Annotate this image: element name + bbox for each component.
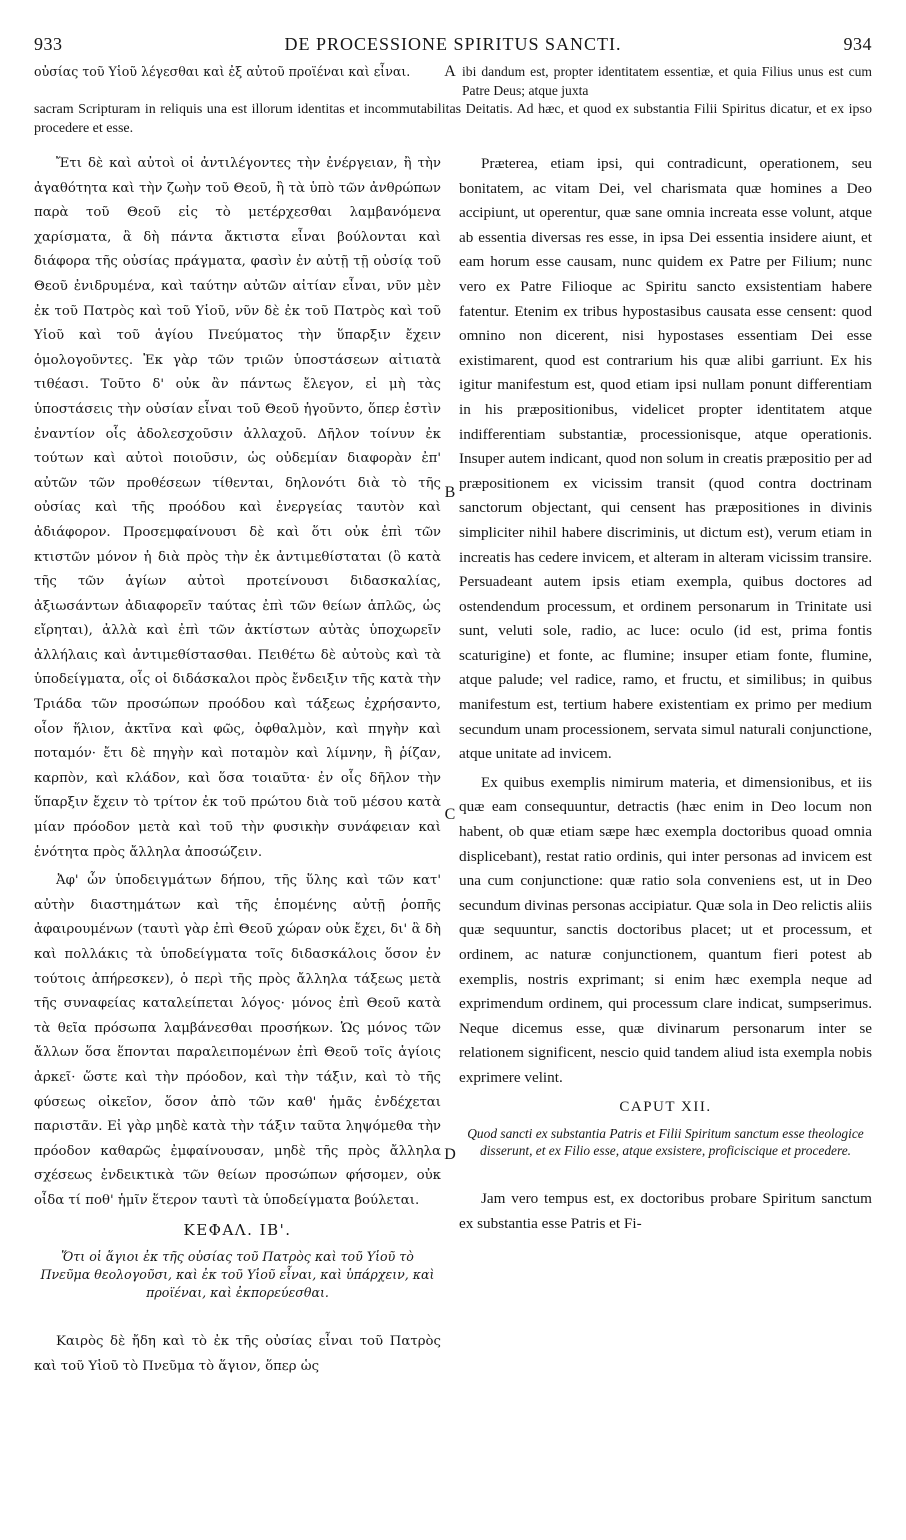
latin-column bbox=[459, 152, 872, 1236]
latin-paragraph-3: Jam vero tempus est, ex doctoribus probare Spiritum sanctum ex substantia esse Patris et Fi- bbox=[459, 1190, 872, 1232]
running-header bbox=[34, 34, 872, 60]
latin-chapter-summary: Quod sancti ex substantia Patris et Filii Spiritum sanctum esse theologice disserunt, et ex Filio esse, atque exsistere, proficiscique et procedere. bbox=[467, 1126, 864, 1159]
running-title: DE PROCESSIONE SPIRITUS SANCTI. bbox=[284, 34, 622, 54]
greek-chapter-summary: Ὅτι οἱ ἅγιοι ἐκ τῆς οὐσίας τοῦ Πατρὸς καὶ τοῦ Υἱοῦ τὸ Πνεῦμα θεολογοῦσι, καὶ ἐκ τοῦ Υἱοῦ εἶναι, καὶ ὑπάρχειν, καὶ προϊέναι, καὶ ἐκπορεύεσθαι. bbox=[40, 1249, 435, 1301]
greek-paragraph-2: Ἀφ' ὧν ὑποδειγμάτων δήπου, τῆς ὕλης καὶ τῶν κατ' αὐτὴν διαστημάτων καὶ τῆς ἑπομένης αὐτῇ ῥοπῆς ἀφαιρουμένων (ταυτὶ γὰρ ἐπὶ Θεοῦ χώραν οὐκ ἔχει, δι' ἃ δὴ καὶ πολλάκις τὰ ὑποδείγματα τοῖς διδασκάλοις ὅσον ἐν τούτοις ἀπήρεσκεν), ὁ περὶ τῆς πρὸς ἄλληλα τάξεως μετὰ τῆς συναφείας καταλείπεται λόγος· μόνος ἐπὶ Θεοῦ κατὰ τὰ θεῖα πρόσωπα λαμβάνεσθαι προσήκων. Ὡς μόνος τῶν ἄλλων ὅσα ἕπονται παραλειπομένων ἐπὶ Θεοῦ τοῖς ἁγίοις ἀρκεῖ· ὥστε καὶ τὴν πρόοδον, καὶ τὴν τάξιν, καὶ τὸ τῆς φύσεως οἰκεῖον, ὅσον ἀπὸ τῶν καθ' ἡμᾶς ἐνδέχεται παριστᾶν. Εἰ γὰρ μηδὲ κατὰ τὴν τάξιν ταῦτα ληψόμεθα τὴν πρόοδον καθαρῶς ἐμφαίνουσαν, μηδὲ τῆς πρὸς ἄλληλα σχέσεως ἐνδεικτικὰ τῶν θείων προσώπων φήσομεν, οὐκ οἶδα τί ποθ' ἡμῖν ἕτερον ταυτὶ τὰ ὑποδείγματα βούλεται. bbox=[34, 873, 441, 1208]
greek-column bbox=[34, 152, 441, 1379]
latin-paragraph-2: Ex quibus exemplis nimirum materia, et dimensionibus, et iis quæ eam consequuntur, detractis (hæc enim in Deo locum non habent, ob quæ etiam sæpe hæc exempla doctoribus quoad omnia displicebant), restat ratio ordinis, qui inter personas ad invicem est una cum conjunctione: quæ ratio sola conveniens est, ut in Deo secundum divinas personas accipiatur. Quæ sola in Deo relictis aliis quæ sequuntur, sanctis doctoribus placet; ut et processum, et ordinem, ac naturæ conjunctionem, quantum fieri potest ab exemplis, nostris exprimant; si enim hæc exempla neque ad exprimendum ordinem, qui processum clare indicat, sumpserimus. Neque dicemus esse, quæ divinarum personarum inter se relationem significent, nescio quid tandem aliud ista exempla nobis exprimere velint. bbox=[459, 773, 872, 1086]
margin-marker-c: C bbox=[444, 806, 456, 823]
margin-marker-d: D bbox=[444, 1146, 456, 1163]
greek-paragraph-3: Καιρὸς δὲ ἤδη καὶ τὸ ἐκ τῆς οὐσίας εἶναι τοῦ Πατρὸς καὶ τοῦ Υἱοῦ τὸ Πνεῦμα τὸ ἅγιον, ὅπερ ὡς bbox=[34, 1334, 441, 1374]
greek-top-continuation: οὐσίας τοῦ Υἱοῦ λέγεσθαι καὶ ἐξ αὐτοῦ προϊέναι καὶ εἶναι. bbox=[34, 64, 411, 79]
page-number-left: 933 bbox=[34, 34, 63, 54]
latin-paragraph-1: Præterea, etiam ipsi, qui contradicunt, operationem, seu bonitatem, ac vitam Dei, vel charismata quæ homines a Deo accipiunt, ut operentur, quæ sane omnia increata esse volunt, atque ab essentia diversas res esse, in ipsa Dei essentia insidere aiunt, et eam horum esse causam, nunc quidem ex Patre per Filium; nunc vero ex Patre Filioque ac Spiritu sancto exsistentiam habere fatentur. Etenim ex tribus hypostasibus causata esse censent: quod omnino non dicerent, nisi hypostases essentiam Dei esse existimarent, quod est contrarium his quæ alibi garriunt. Ex his igitur manifestum est, quod etiam ipsi nullam ponunt differentiam in his præpositionibus, videlicet propter identitatem atque indifferentiam substantiæ, processionisque, atque operationis. Insuper autem indicant, quod non solum in creatis præpositio per ad præpositionem ex vicissim transit (quod contra doctrinam sanctorum objectant, qui censent has præpositiones in divinis simpliciter nihil habere discriminis, ut dictum est), verum etiam in increatis has cedere invicem, et alteram in alteram vicissim transire. Persuadeant autem ipsis etiam exempla, quibus doctores ad ostendendum processum, et ordinem personarum in Trinitate usi sunt, veluti sole, radio, ac luce: oculo (id est, prima fontis scaturigine) et fonte, ac flumine; insuper etiam fonte, flumine, atque palude; vel radice, ramo, et fructu, et similibus; in quibus manifestum est, tertium habere existentiam ex primo per medium secundum unam processionem, servata simul naturali conjunctione, atque unitate ad invicem. bbox=[459, 155, 872, 763]
margin-marker-a: A bbox=[444, 63, 456, 80]
margin-marker-b: B bbox=[444, 484, 456, 501]
greek-chapter-heading: ΚΕΦΑΛ. ΙΒ'. bbox=[183, 1220, 292, 1239]
latin-chapter-heading: CAPUT XII. bbox=[619, 1098, 712, 1115]
page-number-right: 934 bbox=[843, 34, 872, 54]
latin-top-continuation: ibi dandum est, propter identitatem essentiæ, et quia Filius unus est cum Patre Deus; atque juxta bbox=[462, 64, 872, 98]
latin-full-width-line: sacram Scripturam in reliquis una est illorum identitas et incommutabilitas Deitatis. Ad hæc, et quod ex substantia Filii Spiritus dicatur, et ex ipso procedere et esse. bbox=[34, 102, 872, 136]
greek-paragraph-1: Ἔτι δὲ καὶ αὐτοὶ οἱ ἀντιλέγοντες τὴν ἐνέργειαν, ἢ τὴν ἀγαθότητα καὶ τὴν ζωὴν τοῦ Θεοῦ, ἢ τὰ ὑπὸ τῶν ἀνθρώπων παρὰ τοῦ Θεοῦ εἰς τὸ μετέρχεσθαι λαμβανόμενα χαρίσματα, ἃ δὴ πάντα ἄκτιστα εἶναι βούλονται καὶ διάφορα τῆς οὐσίας πράγματα, φασὶν ἐν αὐτῇ τῇ οὐσίᾳ τοῦ Θεοῦ ἐνιδρυμένα, καὶ ταύτην αὐτῶν αἰτίαν εἶναι, νῦν μὲν ἐκ τοῦ Πατρὸς καὶ τοῦ Υἱοῦ, νῦν δὲ ἐκ τοῦ Πατρὸς καὶ τοῦ Υἱοῦ καὶ τοῦ ἁγίου Πνεύματος τὴν ὕπαρξιν ἔχειν ὁμολογοῦντες. Ἐκ γὰρ τῶν τριῶν ὑποστάσεων αἰτιατὰ τιθέασι. Τοῦτο δ' οὐκ ἂν πάντως ἔλεγον, εἰ μὴ τὰς ὑποστάσεις τὴν οὐσίαν εἶναι τοῦ Θεοῦ ἡγοῦντο, ὅπερ ἐστὶν ἐναντίον οἷς ἀδολεσχοῦσιν ἀλλαχοῦ. Δῆλον τοίνυν ἐκ τούτων καὶ αὐτοὶ ποιοῦσιν, ὡς οὐδεμίαν διαφορὰν ἐπ' αὐτῶν τῶν προθέσεων τίθενται, δηλονότι διὰ τὸ τῆς οὐσίας καὶ τῆς προόδου καὶ ἐνεργείας ταυτὸν καὶ ἀδιάφορον. Προσεμφαίνουσι δὲ καὶ ὅτι οὐκ ἐπὶ τῶν κτιστῶν μόνον ἡ διὰ πρὸς τὴν ἐκ ἀντιμεθίσταται (ὃ κατὰ τῆς τῶν ἁγίων αὐτοὶ προτείνουσι διδασκαλίας, ἀξιωσάντων ἀδιαφορεῖν ταύτας ἐπὶ τῶν θείων ἁπλῶς, ὡς εἴρηται), ἀλλὰ καὶ ἐπὶ τῶν ἀκτίστων αὐτὰς ὑποχωρεῖν ἀλλήλαις καὶ ἀντιμεθίστασθαι. Πειθέτω δὲ αὐτοὺς καὶ τὰ ὑποδείγματα, οἷς οἱ διδάσκαλοι πρὸς ἔνδειξιν τῆς κατὰ τὴν Τριάδα τῶν προσώπων προόδου καὶ τάξεως ἐχρήσαντο, οἷον ἥλιον, ἀκτῖνα καὶ φῶς, ὀφθαλμὸν, καὶ πηγὴν καὶ ποταμόν· ἔτι δὲ πηγὴν καὶ ποταμὸν καὶ λίμνην, ἢ ῥίζαν, καρπὸν, καὶ κλάδον, καὶ ὅσα τοιαῦτα· ἐν οἷς δῆλον τὴν ὕπαρξιν ἔχειν τὸ τρίτον ἐκ τοῦ πρώτου διὰ τοῦ μέσου κατὰ μίαν πρόοδον μετὰ καὶ τοῦ τὴν φυσικὴν συνάφειαν καὶ ἑνότητα πρὸς ἄλληλα ἀποσώζειν. bbox=[34, 156, 441, 860]
